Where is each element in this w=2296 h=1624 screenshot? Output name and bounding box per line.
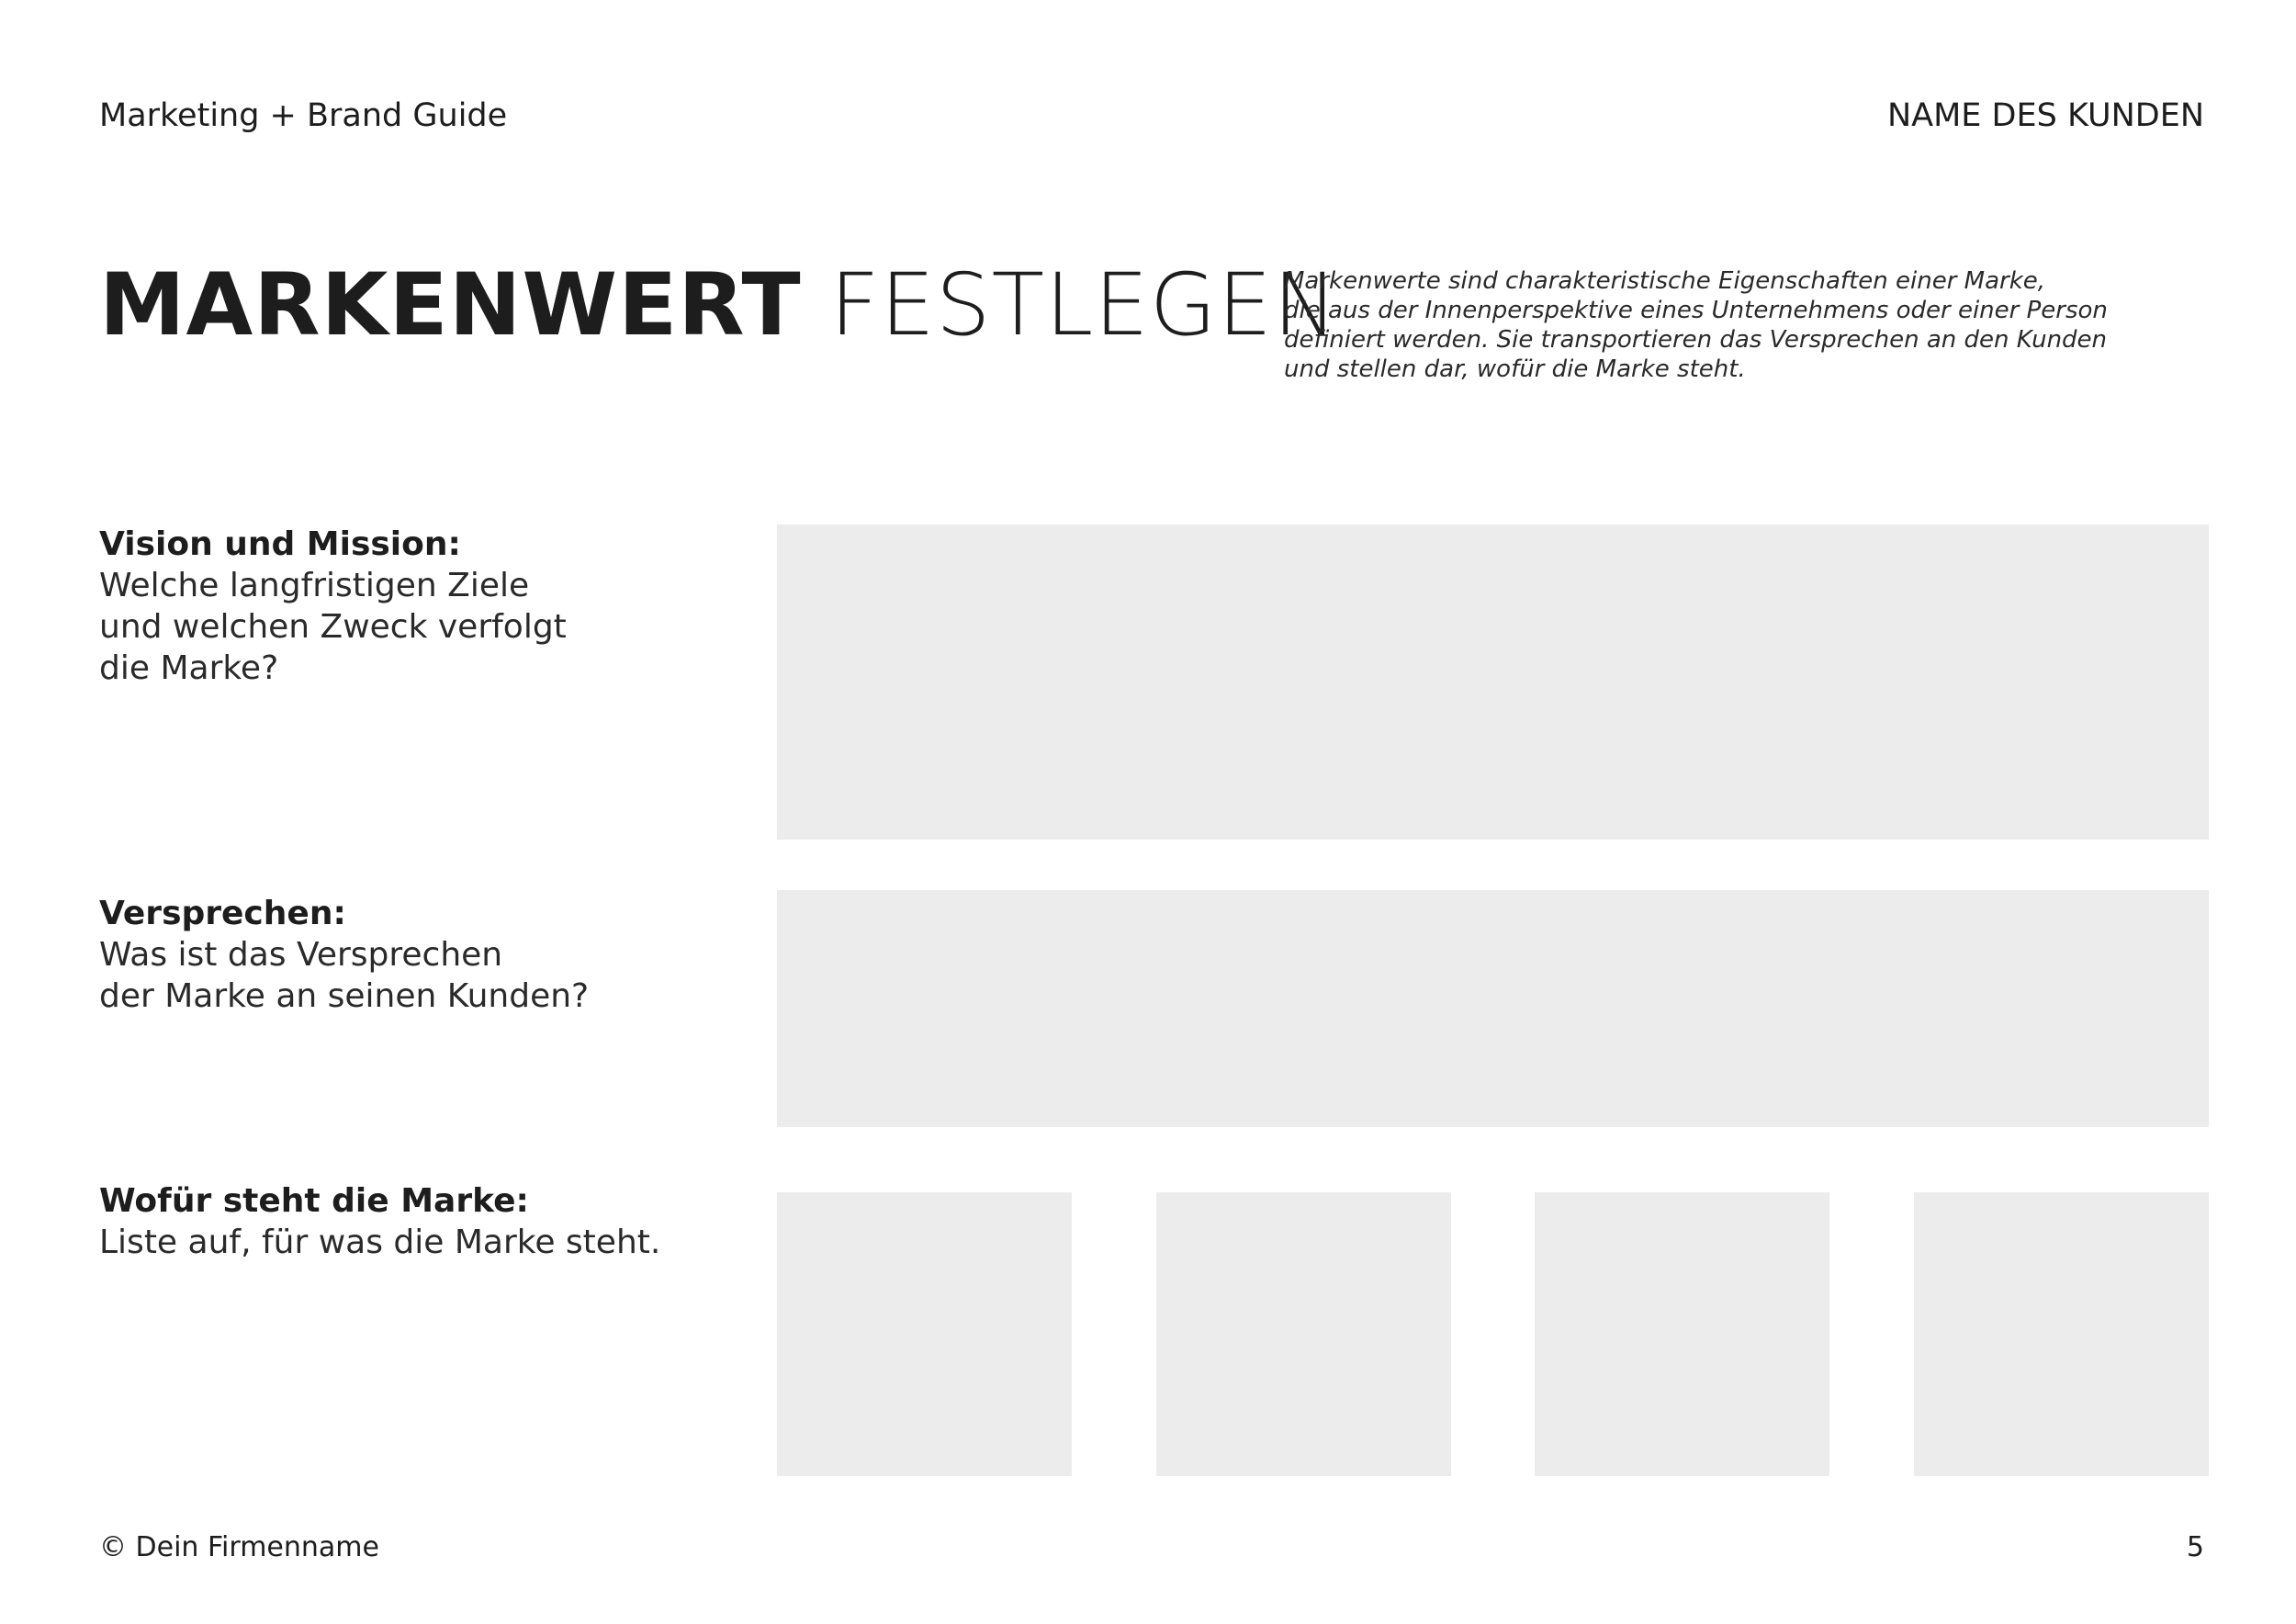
value-box-4[interactable] xyxy=(1914,1192,2209,1476)
section-vision-label xyxy=(99,524,687,689)
section-values-label xyxy=(99,1180,687,1263)
vision-answer-box[interactable] xyxy=(777,524,2209,840)
section-question-line: Liste auf, für was die Marke steht. xyxy=(99,1224,661,1261)
section-title: Versprechen: xyxy=(99,895,346,932)
intro-line: Markenwerte sind charakteristische Eigenschaften einer Marke, xyxy=(1284,267,2046,295)
page-title xyxy=(99,255,1338,356)
section-question-line: die Marke? xyxy=(99,649,279,687)
section-question-line: Was ist das Versprechen xyxy=(99,936,503,974)
section-question-line: und welchen Zweck verfolgt xyxy=(99,608,567,646)
client-name: NAME DES KUNDEN xyxy=(1886,97,2204,134)
page-title-bold: MARKENWERT xyxy=(99,255,802,355)
value-box-2[interactable] xyxy=(1156,1192,1451,1476)
document-title: Marketing + Brand Guide xyxy=(99,97,508,134)
intro-text xyxy=(1284,266,2166,384)
promise-answer-box[interactable] xyxy=(777,890,2209,1127)
page-title-light: FESTLEGEN xyxy=(829,255,1339,355)
value-box-3[interactable] xyxy=(1535,1192,1829,1476)
section-question-line: Welche langfristigen Ziele xyxy=(99,567,530,604)
page-number: 5 xyxy=(2186,1531,2204,1563)
intro-line: definiert werden. Sie transportieren das Versprechen an den Kunden xyxy=(1284,326,2108,354)
section-promise-label xyxy=(99,893,687,1017)
copyright: © Dein Firmenname xyxy=(99,1531,379,1563)
intro-line: die aus der Innenperspektive eines Unternehmens oder einer Person xyxy=(1284,297,2108,324)
section-question-line: der Marke an seinen Kunden? xyxy=(99,977,590,1015)
section-title: Wofür steht die Marke: xyxy=(99,1182,529,1220)
intro-line: und stellen dar, wofür die Marke steht. xyxy=(1284,355,1746,383)
value-box-1[interactable] xyxy=(777,1192,1072,1476)
section-title: Vision und Mission: xyxy=(99,525,461,563)
